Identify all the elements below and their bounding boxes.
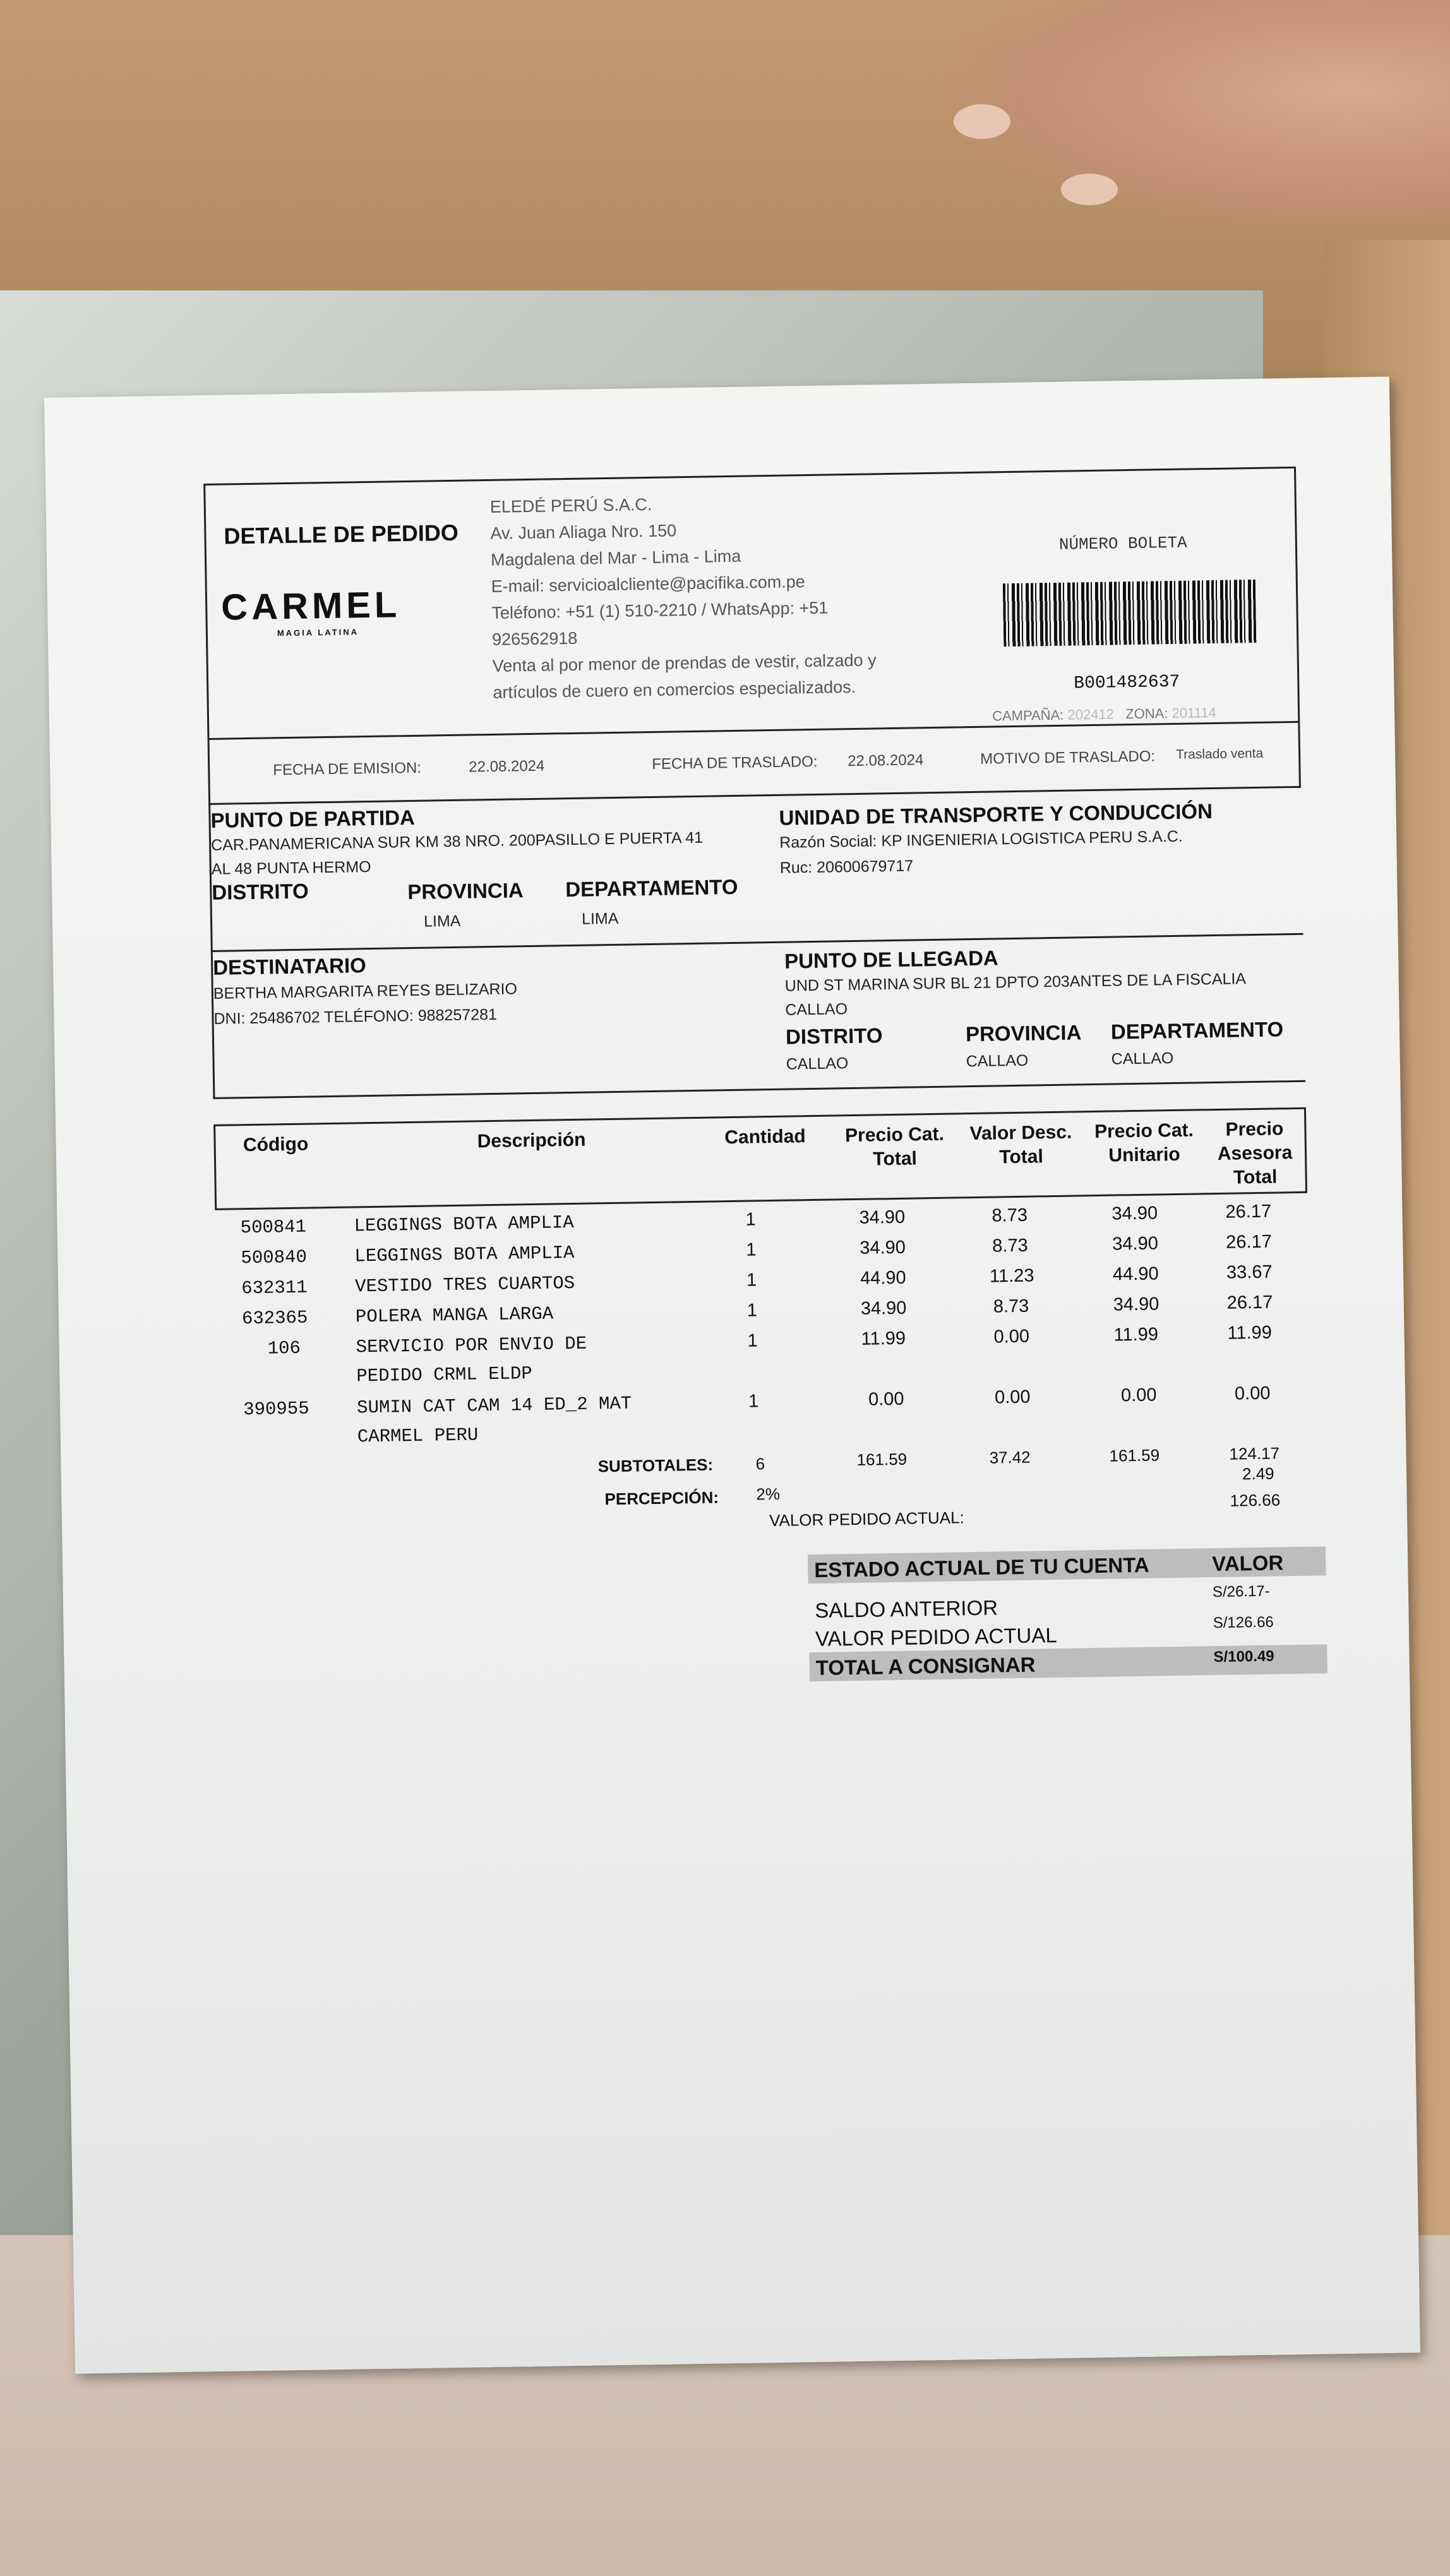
campana-label: CAMPAÑA: bbox=[992, 707, 1064, 724]
saldo-value: S/26.17- bbox=[1212, 1582, 1270, 1601]
cell-valor-desc-total: 8.73 bbox=[992, 1205, 1028, 1226]
cell-precio-cat-unitario: 0.00 bbox=[1120, 1385, 1157, 1406]
partida-departamento-value: LIMA bbox=[581, 909, 619, 928]
subtotales-precio-cat-total: 161.59 bbox=[856, 1449, 908, 1469]
transporte-ruc: Ruc: 20600679717 bbox=[779, 857, 914, 877]
col-cantidad: Cantidad bbox=[724, 1126, 806, 1148]
company-line: Magdalena del Mar - Lima - Lima bbox=[490, 546, 741, 569]
cell-precio-cat-total: 34.90 bbox=[859, 1207, 906, 1228]
origin-section bbox=[208, 788, 1303, 952]
valor-pedido-label: VALOR PEDIDO ACTUAL: bbox=[769, 1508, 964, 1530]
fingernail bbox=[954, 104, 1010, 139]
boleta-number: B001482637 bbox=[1074, 672, 1180, 694]
emision-value: 22.08.2024 bbox=[469, 757, 545, 776]
cell-cantidad: 1 bbox=[746, 1270, 757, 1291]
cell-cantidad: 1 bbox=[746, 1300, 758, 1321]
transporte-razon: Razón Social: KP INGENIERIA LOGISTICA PERU S.A.C. bbox=[779, 827, 1183, 852]
campaign-zone bbox=[992, 705, 1216, 725]
llegada-departamento-label: DEPARTAMENTO bbox=[1110, 1017, 1284, 1044]
cell-precio-cat-unitario: 44.90 bbox=[1112, 1263, 1159, 1285]
pedido-value: S/126.66 bbox=[1213, 1613, 1274, 1632]
pedido-label: VALOR PEDIDO ACTUAL bbox=[815, 1623, 1057, 1651]
partida-distrito-label: DISTRITO bbox=[212, 879, 309, 904]
cell-precio-cat-total: 11.99 bbox=[861, 1328, 906, 1349]
company-line: E-mail: servicioalcliente@pacifika.com.pe bbox=[491, 572, 806, 596]
cell-cantidad: 1 bbox=[745, 1209, 756, 1230]
estado-valor-header: VALOR bbox=[1211, 1551, 1284, 1576]
cell-precio-asesora-total: 33.67 bbox=[1226, 1261, 1273, 1283]
company-line: artículos de cuero en comercios especializados. bbox=[493, 677, 856, 702]
valor-pedido-value: 126.66 bbox=[1230, 1490, 1281, 1510]
logo-tagline: MAGIA LATINA bbox=[277, 627, 359, 638]
cell-codigo: 390955 bbox=[243, 1398, 309, 1421]
cell-precio-asesora-total: 11.99 bbox=[1227, 1322, 1273, 1344]
company-line: 926562918 bbox=[491, 628, 578, 649]
cell-precio-cat-unitario: 34.90 bbox=[1112, 1233, 1159, 1255]
cell-codigo: 632311 bbox=[241, 1277, 308, 1299]
llegada-distrito-label: DISTRITO bbox=[785, 1023, 883, 1049]
estado-title: ESTADO ACTUAL DE TU CUENTA bbox=[814, 1553, 1149, 1582]
cell-codigo: 106 bbox=[267, 1337, 301, 1359]
cell-codigo: 500840 bbox=[241, 1246, 308, 1269]
col-descripcion: Descripción bbox=[477, 1129, 586, 1152]
subtotales-valor-desc-total: 37.42 bbox=[989, 1447, 1031, 1467]
destinatario-label: DESTINATARIO bbox=[212, 953, 367, 979]
cell-precio-cat-total: 34.90 bbox=[860, 1297, 907, 1319]
destinatario-name: BERTHA MARGARITA REYES BELIZARIO bbox=[213, 980, 518, 1003]
document-sheet bbox=[203, 467, 1315, 1728]
cell-codigo: 632365 bbox=[241, 1307, 308, 1330]
llegada-address: UND ST MARINA SUR BL 21 DPTO 203ANTES DE LA FISCALIA bbox=[784, 970, 1247, 995]
cell-valor-desc-total: 11.23 bbox=[989, 1265, 1034, 1287]
company-info bbox=[489, 486, 954, 705]
document-header bbox=[203, 467, 1300, 740]
cell-descripcion: SERVICIO POR ENVIO DE bbox=[356, 1333, 587, 1358]
cell-cantidad: 1 bbox=[747, 1330, 758, 1351]
cell-precio-asesora-total: 0.00 bbox=[1234, 1383, 1271, 1404]
col-codigo: Código bbox=[243, 1133, 309, 1156]
barcode bbox=[1003, 580, 1257, 647]
traslado-value: 22.08.2024 bbox=[847, 751, 924, 770]
llegada-departamento-value: CALLAO bbox=[1111, 1049, 1174, 1068]
fingernail bbox=[1061, 174, 1118, 205]
llegada-provincia-label: PROVINCIA bbox=[965, 1020, 1082, 1046]
saldo-label: SALDO ANTERIOR bbox=[815, 1595, 998, 1623]
company-line: Venta al por menor de prendas de vestir, calzado y bbox=[492, 650, 877, 676]
col-precio-cat-total: Precio Cat. Total bbox=[844, 1123, 945, 1170]
cell-descripcion: LEGGINGS BOTA AMPLIA bbox=[354, 1242, 575, 1267]
col-valor-desc-total: Valor Desc. Total bbox=[969, 1121, 1072, 1168]
cell-valor-desc-total: 8.73 bbox=[993, 1296, 1029, 1317]
partida-address: CAR.PANAMERICANA SUR KM 38 NRO. 200PASILLO E PUERTA 41 bbox=[210, 828, 704, 854]
cell-descripcion: POLERA MANGA LARGA bbox=[355, 1303, 554, 1328]
partida-departamento-label: DEPARTAMENTO bbox=[565, 874, 738, 902]
destination-section bbox=[211, 935, 1305, 1099]
llegada-provincia-value: CALLAO bbox=[966, 1051, 1029, 1071]
cell-precio-cat-unitario: 11.99 bbox=[1113, 1324, 1159, 1345]
transporte-label: UNIDAD DE TRANSPORTE Y CONDUCCIÓN bbox=[779, 799, 1213, 830]
company-line: Av. Juan Aliaga Nro. 150 bbox=[490, 521, 677, 543]
subtotales-precio-asesora-total: 124.17 bbox=[1229, 1443, 1280, 1464]
col-precio-cat-unitario: Precio Cat. Unitario bbox=[1094, 1119, 1194, 1166]
cell-precio-cat-total: 0.00 bbox=[868, 1388, 904, 1410]
motivo-value: Traslado venta bbox=[1175, 746, 1264, 762]
percepcion-value: 2.49 bbox=[1242, 1464, 1274, 1484]
items-table-body bbox=[215, 1193, 1313, 1564]
partida-provincia-label: PROVINCIA bbox=[407, 878, 524, 904]
cell-cantidad: 1 bbox=[746, 1239, 757, 1260]
cell-precio-cat-unitario: 34.90 bbox=[1111, 1203, 1158, 1224]
llegada-address-2: CALLAO bbox=[785, 1000, 848, 1019]
cell-precio-asesora-total: 26.17 bbox=[1225, 1231, 1273, 1253]
order-document bbox=[44, 377, 1420, 2374]
cell-codigo: 500841 bbox=[240, 1216, 307, 1239]
cell-descripcion-2: PEDIDO CRML ELDP bbox=[356, 1363, 533, 1387]
total-value: S/100.49 bbox=[1213, 1647, 1274, 1666]
percepcion-label: PERCEPCIÓN: bbox=[604, 1488, 719, 1509]
traslado-label: FECHA DE TRASLADO: bbox=[652, 753, 818, 773]
zona-value: 201114 bbox=[1171, 704, 1216, 722]
subtotales-cantidad: 6 bbox=[755, 1454, 765, 1474]
document-title: DETALLE DE PEDIDO bbox=[224, 519, 459, 549]
hand bbox=[947, 0, 1450, 227]
cell-precio-cat-total: 34.90 bbox=[860, 1237, 906, 1258]
campana-value: 202412 bbox=[1067, 706, 1115, 723]
llegada-label: PUNTO DE LLEGADA bbox=[784, 946, 998, 973]
percepcion-rate: 2% bbox=[756, 1484, 781, 1504]
emision-label: FECHA DE EMISION: bbox=[273, 759, 422, 779]
company-line: ELEDÉ PERÚ S.A.C. bbox=[489, 494, 652, 516]
boleta-label: NÚMERO BOLETA bbox=[1058, 533, 1187, 554]
partida-label: PUNTO DE PARTIDA bbox=[210, 805, 416, 832]
cell-descripcion: VESTIDO TRES CUARTOS bbox=[354, 1272, 575, 1297]
account-status bbox=[220, 1547, 1315, 1728]
subtotales-label: SUBTOTALES: bbox=[597, 1455, 714, 1476]
subtotales-precio-cat-unitario: 161.59 bbox=[1109, 1445, 1160, 1465]
items-table-header bbox=[213, 1107, 1307, 1210]
cell-valor-desc-total: 0.00 bbox=[994, 1386, 1031, 1408]
cell-descripcion: LEGGINGS BOTA AMPLIA bbox=[354, 1212, 574, 1237]
cell-valor-desc-total: 8.73 bbox=[992, 1235, 1028, 1256]
cell-precio-asesora-total: 26.17 bbox=[1226, 1292, 1273, 1313]
llegada-distrito-value: CALLAO bbox=[786, 1054, 849, 1073]
cell-cantidad: 1 bbox=[748, 1391, 759, 1412]
destinatario-dni-phone: DNI: 25486702 TELÉFONO: 988257281 bbox=[213, 1005, 498, 1028]
total-label: TOTAL A CONSIGNAR bbox=[815, 1652, 1036, 1680]
carmel-logo: CARMEL bbox=[220, 584, 401, 628]
cell-descripcion: SUMIN CAT CAM 14 ED_2 MAT bbox=[356, 1393, 632, 1419]
cell-descripcion-2: CARMEL PERU bbox=[357, 1424, 479, 1448]
cell-precio-cat-unitario: 34.90 bbox=[1113, 1294, 1159, 1315]
cell-precio-cat-total: 44.90 bbox=[860, 1267, 906, 1289]
partida-provincia-value: LIMA bbox=[423, 912, 461, 931]
zona-label: ZONA: bbox=[1125, 705, 1168, 722]
company-line: Teléfono: +51 (1) 510-2210 / WhatsApp: +51 bbox=[491, 598, 829, 623]
cell-valor-desc-total: 0.00 bbox=[993, 1326, 1030, 1347]
cell-precio-asesora-total: 26.17 bbox=[1225, 1201, 1272, 1222]
partida-address-2: AL 48 PUNTA HERMO bbox=[211, 857, 371, 878]
motivo-label: MOTIVO DE TRASLADO: bbox=[980, 748, 1156, 768]
col-precio-asesora-total: Precio Asesora Total bbox=[1217, 1118, 1293, 1188]
